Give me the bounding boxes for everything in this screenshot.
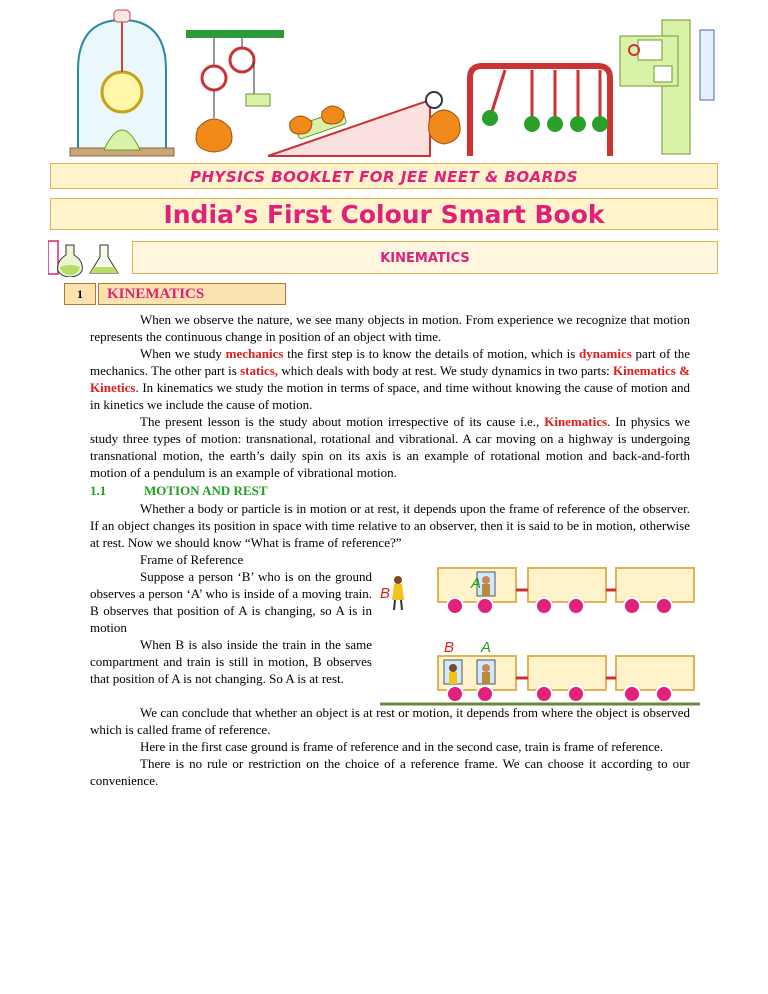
frame-label (90, 551, 372, 568)
frame-of-reference-label: Frame of Reference (140, 552, 244, 567)
highlight-term: Kinematics & Kinetics (90, 363, 690, 395)
subsection-heading (90, 483, 268, 499)
train-moving (380, 568, 694, 614)
label-a: A (471, 575, 482, 592)
book-tagline-banner: India’s First Colour Smart Book (50, 198, 718, 230)
bell-jar-icon (70, 10, 174, 156)
newtons-cradle-icon (470, 66, 610, 156)
highlight-term: Kinematics (544, 414, 608, 429)
highlight-term: mechanics (225, 346, 284, 361)
vernier-caliper-icon (620, 20, 714, 154)
section-number: 1 (64, 283, 96, 305)
section-title: KINEMATICS (98, 283, 286, 305)
motion-rest-paragraph: Whether a body or particle is in motion or at rest, it depends upon the frame of reference of the observer. If an object changes its position in space with time relative to an observer, then it is said to be in motion, otherwise at rest. Now we should know “What is frame of reference?” (90, 501, 690, 550)
intro-paragraph: When we observe the nature, we see many objects in motion. From experience we recognize that motion represents the continuous change in position of an object with time. (90, 312, 690, 344)
highlight-term: statics, (240, 363, 279, 378)
subsection-title: MOTION AND REST (144, 483, 268, 498)
intro-text (90, 311, 690, 481)
intro-paragraph: The present lesson is the study about motion irrespective of its cause i.e., Kinematics. In physics we study three types of motion: transnational, rotational and vibrational. A car moving on a highway is undergoing transnational motion, the earth’s daily spin on its axis is an example of rotational motion and back-and-forth motion of a pendulum is an example of vibrational motion. (90, 414, 690, 480)
chapter-title: KINEMATICS (132, 241, 718, 274)
pulley-icon (186, 30, 284, 152)
case2-text (90, 636, 372, 687)
case1-paragraph: Suppose a person ‘B’ who is on the ground observes a person ‘A’ who is inside of a moving train. B observes that position of A is changing, so A is in motion (90, 569, 372, 635)
case2-paragraph: When B is also inside the train in the same compartment and train is still in motion, B observes that position of A is not changing. So A is at rest. (90, 637, 372, 686)
conclusion-text (90, 704, 690, 789)
label-a: A (481, 639, 492, 656)
label-b: B (380, 585, 391, 602)
conclusion-paragraph: Here in the first case ground is frame of reference and in the second case, train is frame of reference. (140, 739, 663, 754)
booklet-title-banner: PHYSICS BOOKLET FOR JEE NEET & BOARDS (50, 163, 718, 189)
inclined-plane-icon (268, 92, 460, 156)
intro-paragraph: When we study mechanics the first step is to know the details of motion, which is dynamics part of the mechanics. The other part is statics, which deals with body at rest. We study dynamics in two parts: Kinematics & Kinetics. In kinematics we study the motion in terms of space, and time without knowing the cause of motion and in kinetics we include the cause of motion. (90, 346, 691, 412)
train-with-both-observers (380, 639, 700, 704)
case1-text (90, 568, 372, 636)
label-b: B (444, 639, 455, 656)
subsection-number: 1.1 (90, 483, 107, 498)
conclusion-paragraph: We can conclude that whether an object is at rest or motion, it depends from where the object is observed which is called frame of reference. (90, 705, 690, 737)
highlight-term: dynamics (579, 346, 632, 361)
train-figure (380, 560, 700, 708)
chapter-bar (48, 241, 718, 274)
flask-icon (48, 237, 138, 277)
conclusion-paragraph: There is no rule or restriction on the choice of a reference frame. We can choose it according to our convenience. (90, 756, 690, 788)
motion-rest-text (90, 500, 690, 551)
header-illustration (0, 0, 768, 160)
